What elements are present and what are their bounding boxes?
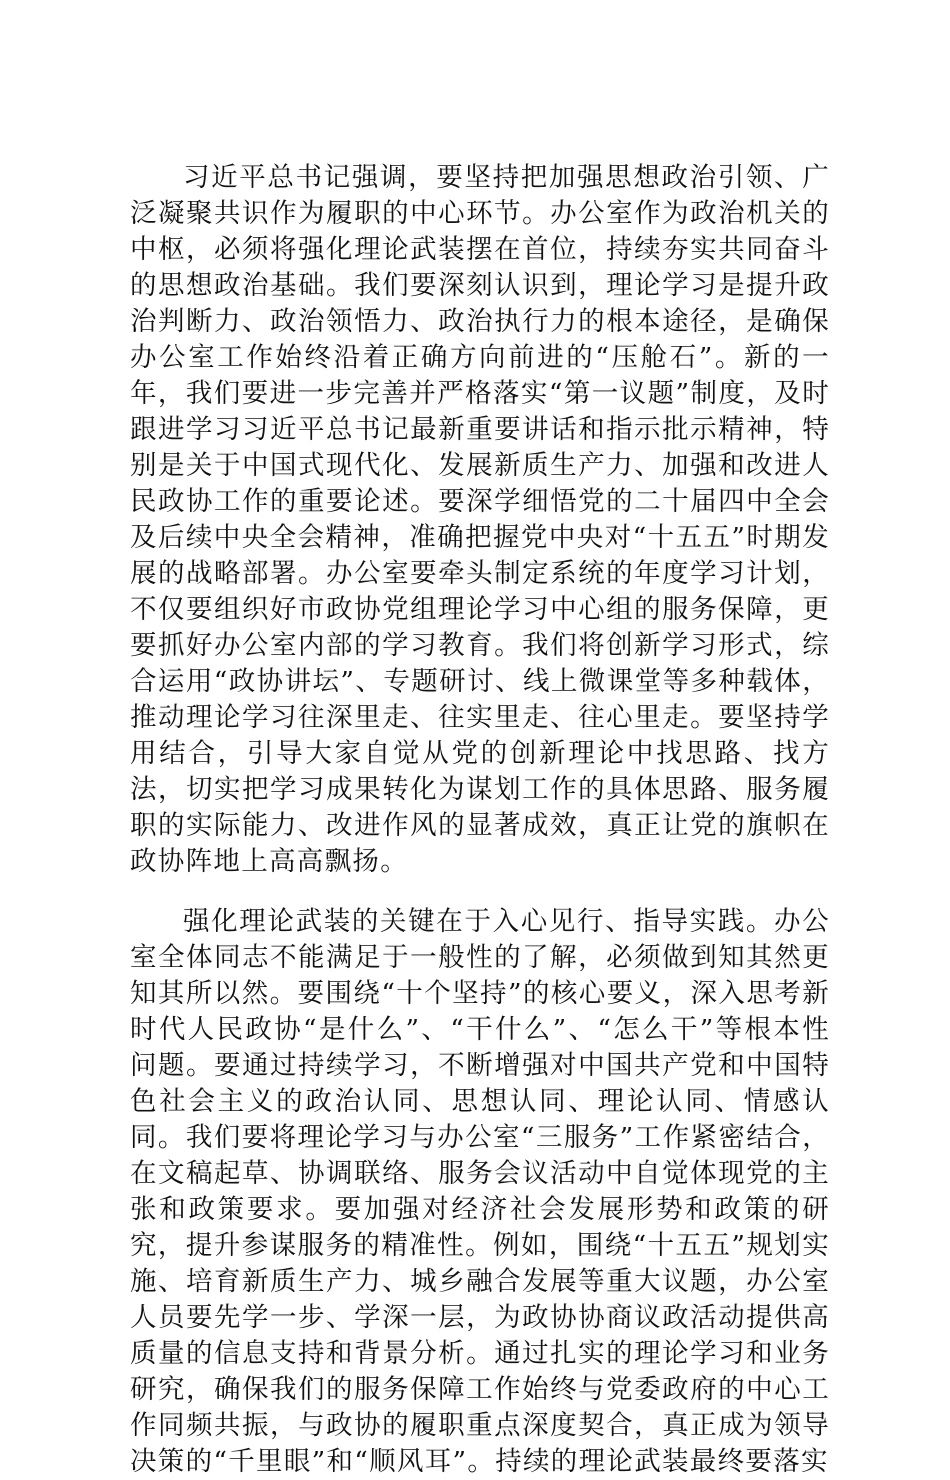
document-body	[130, 160, 830, 1480]
paragraph-1: 习近平总书记强调，要坚持把加强思想政治引领、广泛凝聚共识作为履职的中心环节。办公室作为政治机关的中枢，必须将强化理论武装摆在首位，持续夯实共同奋斗的思想政治基础。我们要深刻认识到，理论学习是提升政治判断力、政治领悟力、政治执行力的根本途径，是确保办公室工作始终沿着正确方向前进的“压舱石”。新的一年，我们要进一步完善并严格落实“第一议题”制度，及时跟进学习习近平总书记最新重要讲话和指示批示精神，特别是关于中国式现代化、发展新质生产力、加强和改进人民政协工作的重要论述。要深学细悟党的二十届四中全会及后续中央全会精神，准确把握党中央对“十五五”时期发展的战略部署。办公室要牵头制定系统的年度学习计划，不仅要组织好市政协党组理论学习中心组的服务保障，更要抓好办公室内部的学习教育。我们将创新学习形式，综合运用“政协讲坛”、专题研讨、线上微课堂等多种载体，推动理论学习往深里走、往实里走、往心里走。要坚持学用结合，引导大家自觉从党的创新理论中找思路、找方法，切实把学习成果转化为谋划工作的具体思路、服务履职的实际能力、改进作风的显著成效，真正让党的旗帜在政协阵地上高高飘扬。	[130, 162, 830, 877]
paragraph-2: 强化理论武装的关键在于入心见行、指导实践。办公室全体同志不能满足于一般性的了解，必须做到知其然更知其所以然。要围绕“十个坚持”的核心要义，深入思考新时代人民政协“是什么”、“干什么”、“怎么干”等根本性问题。要通过持续学习，不断增强对中国共产党和中国特色社会主义的政治认同、思想认同、理论认同、情感认同。我们要将理论学习与办公室“三服务”工作紧密结合，在文稿起草、协调联络、服务会议活动中自觉体现党的主张和政策要求。要加强对经济社会发展形势和政策的研究，提升参谋服务的精准性。例如，围绕“十五五”规划实施、培育新质生产力、城乡融合发展等重大议题，办公室人员要先学一步、学深一层，为政协协商议政活动提供高质量的信息支持和背景分析。通过扎实的理论学习和业务研究，确保我们的服务保障工作始终与党委政府的中心工作同频共振，与政协的履职重点深度契合，真正成为领导决策的“千里眼”和“顺风耳”。持续的理论武装最终要落实	[130, 906, 830, 1477]
